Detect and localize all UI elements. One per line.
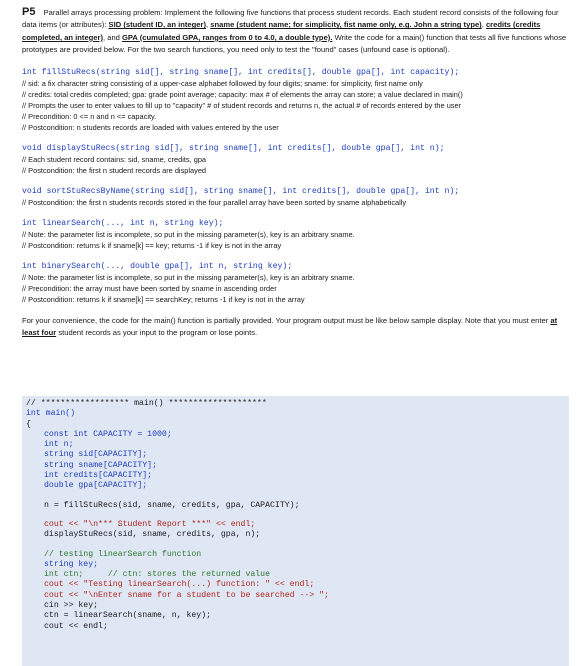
display-signature: void displayStuRecs(string sid[], string sname[], int credits[], double gpa[], int n); — [22, 143, 445, 153]
code-line: cout << "Testing linearSearch(...) function: " << endl; — [44, 580, 315, 590]
binary-comment-3: // Postcondition: returns k if sname[k] == searchKey; returns -1 if key is not in the array — [22, 294, 305, 304]
code-line: int main() — [26, 409, 76, 419]
display-comment-1: // Each student record contains: sid, sname, credits, gpa — [22, 154, 207, 164]
fn-sort-stu-recs — [22, 186, 570, 208]
binary-comment-2: // Precondition: the array must have been sorted by sname in ascending order — [22, 283, 277, 293]
binary-signature: int binarySearch(..., double gpa[], int n, string key); — [22, 261, 293, 271]
code-comment: // testing linearSearch function — [44, 549, 202, 559]
fn-linear-search — [22, 218, 570, 251]
code-line: int n; — [44, 440, 74, 450]
code-line: string key; — [44, 559, 99, 569]
fn-binary-search — [22, 261, 570, 305]
problem-intro: Parallel arrays processing problem: Implement the following five functions that process student records. Each student record consists of the following four data items (or attributes): — [22, 8, 559, 30]
code-line: n = fillStuRecs(sid, sname, credits, gpa, CAPACITY); — [44, 500, 300, 510]
code-line: displayStuRecs(sid, sname, credits, gpa, n); — [44, 530, 261, 540]
fill-comment-3: // Prompts the user to enter values to fill up to "capacity" # of student records and returns n, the actual # of records entered by the user — [22, 100, 462, 110]
code-line: cin >> key; — [44, 601, 99, 611]
fill-comment-1: // sid: a fix character string consisting of a upper-case alphabet followed by four digits; sname: for simplicity, first name only — [22, 78, 423, 88]
fill-comment-2: // credits: total credits completed; gpa: grade point average; capacity: max # of elements the array can store; a value declared in main() — [22, 89, 463, 99]
sort-comment-1: // Postcondition: the first n students records stored in the four parallel array have been sorted by sname alphabetically — [22, 197, 407, 207]
display-comment-2: // Postcondition: the first n student records are displayed — [22, 165, 207, 175]
code-line: cout << "\n*** Student Report ***" << endl; — [44, 519, 256, 529]
code-header: // ****************** main() ******************** — [26, 399, 267, 408]
code-line: int ctn; // ctn: stores the returned value — [44, 570, 271, 580]
code-line: double gpa[CAPACITY]; — [44, 481, 148, 491]
code-line: { — [26, 419, 31, 429]
attr-sid: SID (student ID, an integer) — [108, 20, 207, 30]
problem-number: P5 — [22, 6, 36, 18]
code-line: cout << "\nEnter sname for a student to be searched --> "; — [44, 590, 329, 600]
linear-comment-2: // Postcondition: returns k if sname[k] == key; returns -1 if key is not in the array — [22, 240, 282, 250]
problem-description: P5 Parallel arrays processing problem: Implement the following five functions that process student records. Each student record consists of the following four data items (or attributes): SID (student ID, an integer), sname (student name; for simplicity, fist name only, e.g. John a string type), credits (credits completed, an integer), and GPA (cumulated GPA, ranges from 0 to 4.0, a double type). Write the code for a main() function that tests all five functions whose prototypes are provided below. For the two search functions, you need only to test the "found" cases (unfound case is optional). — [22, 6, 567, 55]
code-line: cout << endl; — [44, 621, 108, 631]
fill-comment-5: // Postcondition: n students records are loaded with values entered by the user — [22, 122, 279, 132]
fn-fill-stu-recs — [22, 67, 570, 133]
linear-signature: int linearSearch(..., int n, string key); — [22, 218, 224, 228]
convenience-note: For your convenience, the code for the main() function is partially provided. Your program output must be like below sample display. Note that you must enter at least four student records as your input to the program or lose points. — [22, 315, 558, 338]
code-line: string sid[CAPACITY]; — [44, 450, 148, 460]
binary-comment-1: // Note: the parameter list is incomplete, so put in the missing parameter(s), key is an arbitrary sname. — [22, 272, 355, 282]
code-line: int credits[CAPACITY]; — [44, 471, 153, 481]
sort-signature: void sortStuRecsByName(string sid[], string sname[], int credits[], double gpa[], int n); — [22, 186, 460, 196]
code-line: ctn = linearSearch(sname, n, key); — [44, 611, 212, 621]
fill-signature: int fillStuRecs(string sid[], string sname[], int credits[], double gpa[], int capacity); — [22, 67, 460, 77]
attr-sname: sname (student name; for simplicity, fist name only, e.g. John a string type) — [210, 20, 482, 30]
fill-comment-4: // Precondition: 0 <= n and n <= capacity. — [22, 111, 157, 121]
main-code-block[interactable] — [22, 396, 569, 666]
fn-display-stu-recs — [22, 143, 570, 176]
problem-instructions: Write the code for a main() function that tests all five functions whose prototypes are provided below. For the two search functions, you need only to test the "found" cases (unfound case is optional). — [22, 32, 567, 55]
at-least-four: at least four — [22, 315, 558, 338]
code-line: string sname[CAPACITY]; — [44, 460, 158, 470]
attr-gpa: GPA (cumulated GPA, ranges from 0 to 4.0, a double type). — [122, 32, 333, 42]
linear-comment-1: // Note: the parameter list is incomplete, so put in the missing parameter(s), key is an arbitrary sname. — [22, 229, 355, 239]
attr-credits: credits (credits completed, an integer) — [22, 20, 541, 42]
code-line: const int CAPACITY = 1000; — [44, 429, 172, 439]
